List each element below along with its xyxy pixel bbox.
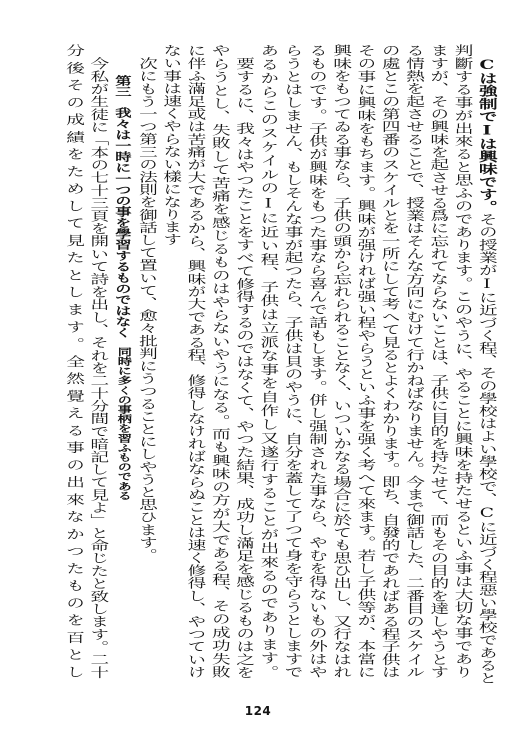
column-text: ますが、その興味を起させる爲に忘れてならないことは、子供に目的を持たせて、而もその目的を達しやうとす — [427, 44, 450, 678]
column-text: 判斷する事が出來ると思ふのであります。このやうに、やることに興味を持たせるといふ事は大切な事であり — [451, 44, 474, 678]
heading-sub: 同時に多くの事柄を習ふものである — [114, 347, 131, 501]
text-column-5 — [377, 44, 401, 678]
column-text: あるからこのスケイルのIに近い程、子供は立派な事を自作し又遂行することが出來るのであります。 — [257, 44, 280, 678]
text-column-4 — [401, 44, 425, 678]
column-text: やらうとし、失敗して苦痛を感じるものはやらないやうになる。而も興味の方が大である程、その成功失敗 — [208, 44, 231, 678]
text-column-8 — [304, 44, 328, 678]
text-column-7 — [328, 44, 352, 678]
emphasis-text: Cは強制でIは興味です。 — [475, 56, 498, 213]
page-number: 124 — [244, 704, 272, 718]
text-column-17 — [85, 44, 109, 678]
column-text: らうとはしません、もしそんな事が起つたら、子供は貝のやうに、自分を蓋して了つて身を守らうとしますで — [281, 44, 304, 678]
text-column-3 — [425, 44, 449, 678]
heading-label: 第三 — [113, 74, 133, 97]
text-column-10 — [255, 44, 279, 678]
text-column-9 — [279, 44, 303, 678]
heading-main: 我々は一時に一つの事を學習するものではなく — [113, 106, 133, 338]
column-text: ない事は速くやらない樣になります — [160, 44, 183, 246]
text-column-12 — [207, 44, 231, 678]
text-column-2 — [449, 44, 473, 678]
column-text: 興味をもつてゐる事なら、子供の頭から忘れられることなく、いついかなる場合に於ても思ひ出し、又行なはれ — [330, 44, 353, 678]
text-column-11 — [231, 44, 255, 678]
text-column-15 — [134, 44, 158, 678]
column-text: の處とこの第四番のスケイルとを一所にして考へて見るとよくわかります。即ち、自發的であればある程子供は — [378, 44, 401, 678]
text-column-18 — [61, 44, 85, 678]
text-column-14 — [158, 44, 182, 678]
column-text: るものです。子供が興味をもつた事なら喜んで話もします。併し强制された事なら、やむを得ないもの外はや — [305, 44, 329, 678]
column-text: 分後その成績をためして見たとします。全然覺える事の出來なかつたものを百とし — [63, 44, 86, 678]
column-text: 今私が生徒に「本の七十三頁を開いて詩を出し、それを二十分間で暗記して見よ」と命じたと致します。二十 — [87, 56, 110, 678]
column-text: その授業がIに近づく程、その學校はよい學校で、Cに近づく程惡い學校であると — [475, 212, 498, 684]
text-column-13 — [182, 44, 206, 678]
column-text: 次にもう一つ第三の法則を御話して置いて、愈々批判にうつることにしやうと思ひます。 — [135, 56, 159, 561]
section-heading — [109, 44, 133, 678]
vertical-text-body — [60, 44, 498, 684]
text-column-1 — [474, 44, 498, 684]
column-text: に伴ふ滿足或は苦痛が大であるから、興味が大である程、修得しなければならぬことは速く修得し、やつていけ — [184, 44, 207, 678]
column-text: その事に興味をもちます。興味が强ければ强い程やらうといふ事を强く考へて來ます。若し子供等が、本當に — [354, 44, 377, 678]
text-column-6 — [352, 44, 376, 678]
column-text: る情熱を起させることで、授業はそんな方向にむけて行かねばなりません。今まで御話した、二番目のスケイル — [402, 44, 426, 678]
column-text: 要するに、我々はやつたことをすべて修得するのではなくて、やつた結果、成功し滿足を感じるものは之を — [232, 56, 256, 678]
